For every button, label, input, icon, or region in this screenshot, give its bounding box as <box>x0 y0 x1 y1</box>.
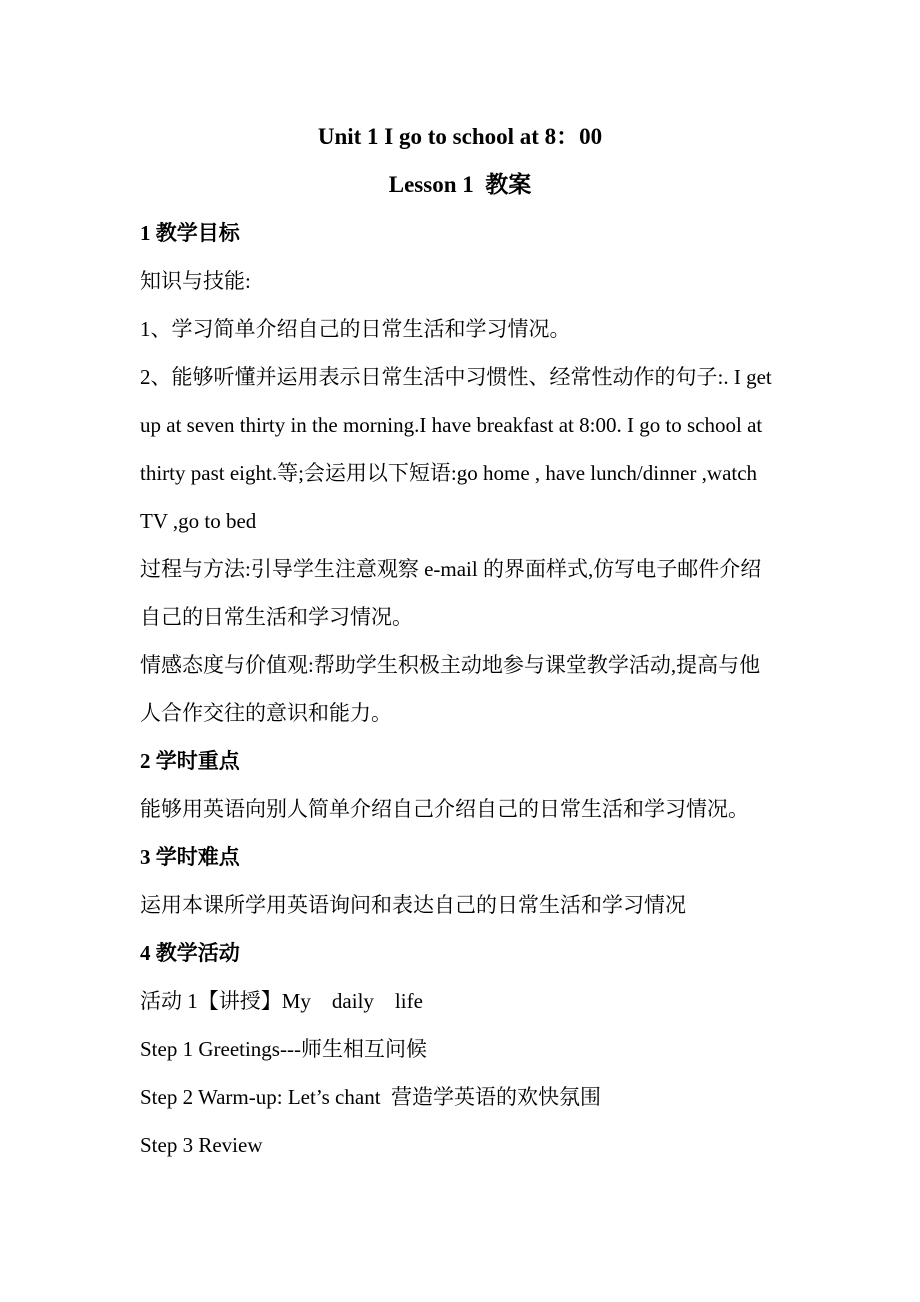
document-subtitle: Lesson 1 教案 <box>388 172 532 197</box>
key-points-text: 能够用英语向别人简单介绍自己介绍自己的日常生活和学习情况。 <box>140 797 749 821</box>
process-method-line: 过程与方法:引导学生注意观察 e-mail 的界面样式,仿写电子邮件介绍 <box>140 557 762 581</box>
attitude-values-line: 情感态度与价值观:帮助学生积极主动地参与课堂教学活动,提高与他 <box>140 653 761 677</box>
objective-item-2-line: up at seven thirty in the morning.I have breakfast at 8:00. I go to school at <box>140 413 763 437</box>
process-method-line: 自己的日常生活和学习情况。 <box>140 605 413 629</box>
difficulties-text: 运用本课所学用英语询问和表达自己的日常生活和学习情况 <box>140 893 686 917</box>
document-title: Unit 1 I go to school at 8：00 <box>317 124 603 149</box>
section-heading-key-points: 2 学时重点 <box>140 749 240 773</box>
knowledge-label: 知识与技能: <box>140 269 251 293</box>
objective-item-2-line: 2、能够听懂并运用表示日常生活中习惯性、经常性动作的句子:. I get <box>140 365 772 389</box>
objective-item-2-line: TV ,go to bed <box>140 509 257 533</box>
attitude-values-line: 人合作交往的意识和能力。 <box>140 701 392 725</box>
activity-step: Step 2 Warm-up: Let’s chant 营造学英语的欢快氛围 <box>140 1085 602 1109</box>
activity-step: Step 1 Greetings---师生相互问候 <box>140 1037 427 1061</box>
activity-title: 活动 1【讲授】My daily life <box>140 989 423 1013</box>
document-page <box>140 113 800 1169</box>
section-heading-objectives: 1 教学目标 <box>140 221 240 245</box>
activity-step: Step 3 Review <box>140 1133 263 1157</box>
section-heading-activities: 4 教学活动 <box>140 941 240 965</box>
objective-item-1: 1、学习简单介绍自己的日常生活和学习情况。 <box>140 317 571 341</box>
section-heading-difficulties: 3 学时难点 <box>140 845 240 869</box>
objective-item-2-line: thirty past eight.等;会运用以下短语:go home , have lunch/dinner ,watch <box>140 461 758 485</box>
